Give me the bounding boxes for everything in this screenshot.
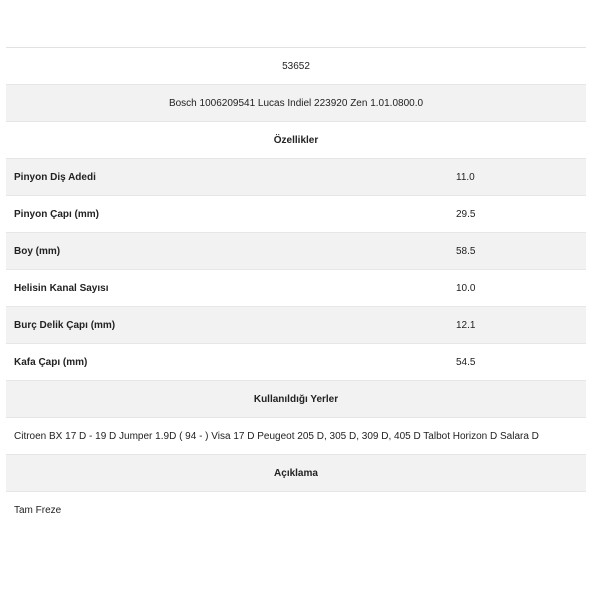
spec-label: Burç Delik Çapı (mm) [14,319,116,331]
spec-value: 54.5 [456,356,476,368]
spec-value: 29.5 [456,208,476,220]
spec-row [6,233,586,270]
spec-value: 11.0 [456,171,475,183]
product-code: 53652 [282,60,310,72]
description-row [6,492,586,529]
spec-label: Kafa Çapı (mm) [14,356,88,368]
spec-value: 12.1 [456,319,476,331]
spec-label: Pinyon Diş Adedi [14,171,96,183]
specs-heading-row [6,122,586,159]
usage-row [6,418,586,455]
description-heading-row [6,455,586,492]
usage-heading: Kullanıldığı Yerler [253,393,339,405]
usage-text: Citroen BX 17 D - 19 D Jumper 1.9D ( 94 - ) Visa 17 D Peugeot 205 D, 305 D, 309 D, 405 D Talbot Horizon D Salara D [14,430,539,442]
product-code-row [6,48,586,85]
spec-label: Helisin Kanal Sayısı [14,282,109,294]
spec-row [6,307,586,344]
description-text: Tam Freze [14,505,62,516]
spec-row [6,159,586,196]
reference-numbers: Bosch 1006209541 Lucas Indiel 223920 Zen 1.01.0800.0 [168,97,424,109]
spec-label: Boy (mm) [14,245,61,257]
spec-label: Pinyon Çapı (mm) [14,208,100,220]
product-spec-table [6,47,586,529]
usage-heading-row [6,381,586,418]
spec-value: 58.5 [456,245,476,257]
spec-row [6,196,586,233]
spec-row [6,344,586,381]
reference-row [6,85,586,122]
specs-heading: Özellikler [273,134,319,146]
description-heading: Açıklama [274,467,318,479]
spec-row [6,270,586,307]
spec-value: 10.0 [456,282,476,294]
